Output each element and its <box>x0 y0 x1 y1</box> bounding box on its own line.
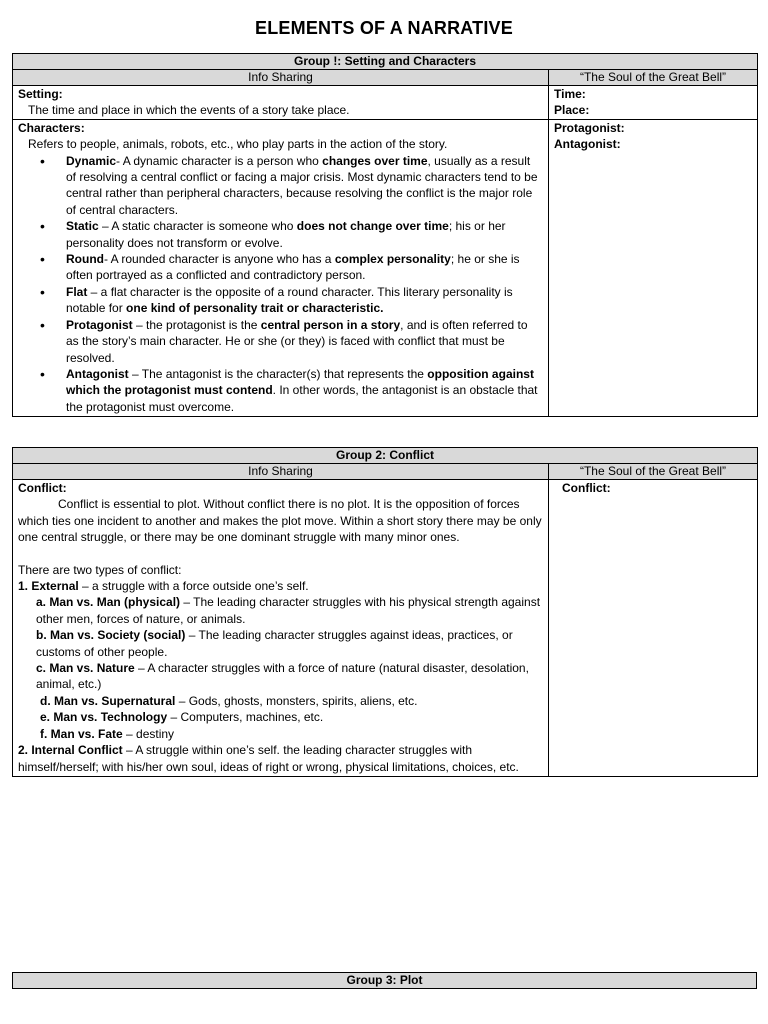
characters-cell <box>13 119 549 416</box>
group1-col-info-sharing: Info Sharing <box>13 70 549 86</box>
conflict-cell <box>13 480 549 777</box>
place-label: Place: <box>554 103 590 118</box>
group1-col-story: “The Soul of the Great Bell” <box>549 70 758 86</box>
setting-label: Setting: <box>18 87 63 101</box>
conflict-answer-cell <box>549 480 758 777</box>
group2-table <box>12 447 758 777</box>
internal-conflict: 2. Internal Conflict – A struggle within one’s self. the leading character struggles with himself/herself; with his/her own soul, ideas of right or wrong, physical limitations, choices, etc. <box>18 743 519 774</box>
setting-cell <box>13 86 549 120</box>
group3-table <box>12 972 757 989</box>
list-item-flat: • Flat – a flat character is the opposite of a round character. This literary personality is notable for one kind of personality trait or characteristic. <box>66 284 543 317</box>
group3-header: Group 3: Plot <box>13 973 757 989</box>
conflict-types-intro: There are two types of conflict: <box>18 562 182 577</box>
list-item-round: • Round- A rounded character is anyone who has a complex personality; he or she is often portrayed as a conflicted and contradictory person. <box>66 251 543 284</box>
sub-man-vs-nature: c. Man vs. Nature – A character struggles with a force of nature (natural disaster, desolation, animal, etc.) <box>36 661 529 692</box>
characters-answer-cell <box>549 119 758 416</box>
external-conflict: 1. External – a struggle with a force outside one’s self. <box>18 579 309 594</box>
time-label: Time: <box>554 87 586 101</box>
group1-header: Group !: Setting and Characters <box>13 54 758 70</box>
conflict-label: Conflict: <box>18 481 67 495</box>
group2-col-info-sharing: Info Sharing <box>13 464 549 480</box>
list-item-dynamic: • Dynamic- A dynamic character is a person who changes over time, usually as a result of resolving a central conflict or facing a major crisis. Most dynamic characters tend to be central rather than peripheral characters, because resolving the conflict is the major role of central characters. <box>66 153 543 219</box>
sub-man-vs-fate: f. Man vs. Fate – destiny <box>40 726 175 741</box>
characters-label: Characters: <box>18 120 85 135</box>
protagonist-label: Protagonist: <box>554 120 625 135</box>
sub-man-vs-man: a. Man vs. Man (physical) – The leading character struggles with his physical strength against other men, forces of nature, or animals. <box>36 595 541 626</box>
setting-definition: The time and place in which the events of a story take place. <box>28 103 350 118</box>
list-item-static: • Static – A static character is someone who does not change over time; his or her personality does not transform or evolve. <box>66 218 543 251</box>
conflict-paragraph: Conflict is essential to plot. Without conflict there is no plot. It is the opposition of forces which ties one incident to another and makes the plot move. Within a short story there may be only one central struggle, or there may be one dominant struggle with many minor ones. <box>18 497 542 545</box>
right-conflict-label: Conflict: <box>562 481 611 495</box>
sub-man-vs-supernatural: d. Man vs. Supernatural – Gods, ghosts, monsters, spirits, aliens, etc. <box>40 693 418 708</box>
group1-table <box>12 53 758 417</box>
group2-header: Group 2: Conflict <box>13 448 758 464</box>
group2-col-story: “The Soul of the Great Bell” <box>549 464 758 480</box>
sub-man-vs-society: b. Man vs. Society (social) – The leading character struggles against ideas, practices, or customs of other people. <box>36 628 513 659</box>
document-title: ELEMENTS OF A NARRATIVE <box>255 18 513 38</box>
setting-answer-cell <box>549 86 758 120</box>
antagonist-label: Antagonist: <box>554 137 621 152</box>
list-item-protagonist: • Protagonist – the protagonist is the central person in a story, and is often referred to as the story’s main character. He or she (or they) is faced with conflict that must be resolved. <box>66 317 543 366</box>
list-item-antagonist: • Antagonist – The antagonist is the character(s) that represents the opposition against which the protagonist must contend. In other words, the antagonist is an obstacle that the protagonist must overcome. <box>66 366 543 415</box>
sub-man-vs-technology: e. Man vs. Technology – Computers, machines, etc. <box>40 710 324 725</box>
characters-definition: Refers to people, animals, robots, etc., who play parts in the action of the story. <box>28 137 448 152</box>
character-types-list <box>18 153 543 416</box>
